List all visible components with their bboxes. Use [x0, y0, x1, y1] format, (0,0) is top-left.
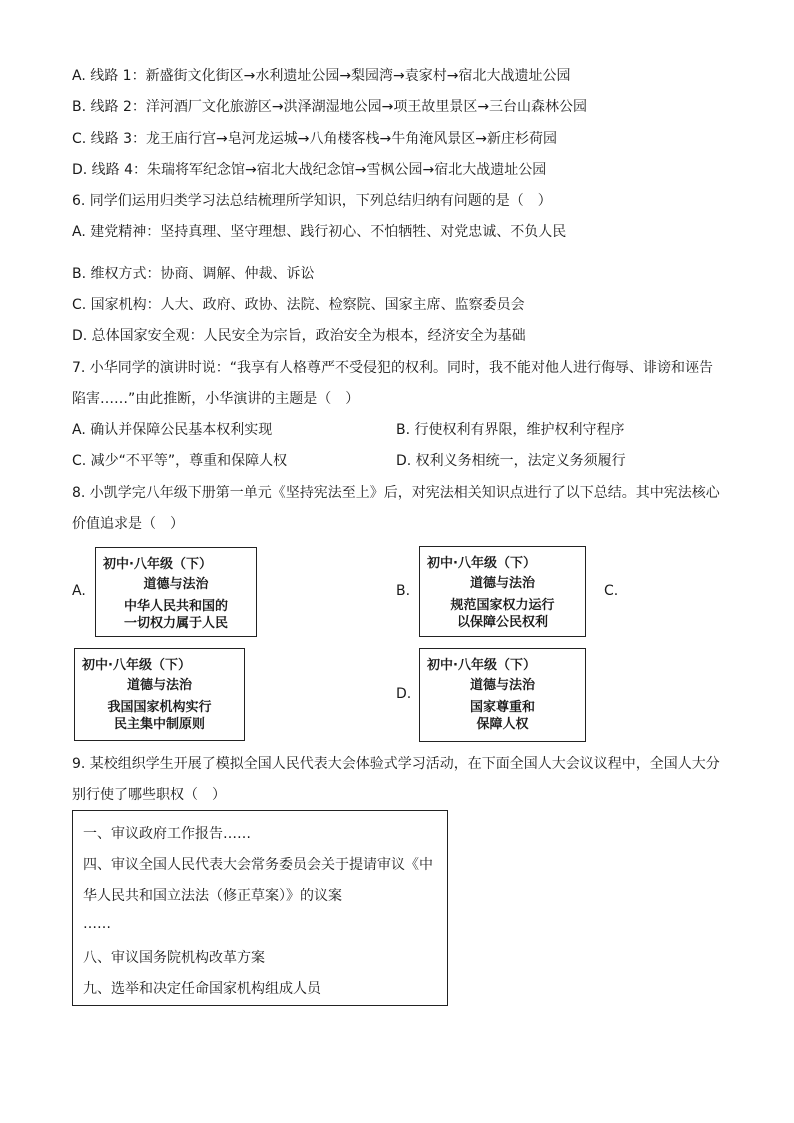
q6-option-d: D. 总体国家安全观：人民安全为宗旨，政治安全为根本，经济安全为基础 [72, 328, 526, 344]
q7-option-b: B. 行使权利有界限，维护权利守程序 [396, 422, 625, 438]
q6-option-a: A. 建党精神：坚持真理、坚守理想、践行初心、不怕牺牲、对党忠诚、不负人民 [72, 224, 567, 240]
q6-stem: 6. 同学们运用归类学习法总结梳理所学知识，下列总结归纳有问题的是（ ） [72, 193, 552, 209]
card-subject: 道德与法治 [469, 678, 535, 693]
q7-stem-line2: 陷害……”由此推断，小华演讲的主题是（ ） [72, 391, 360, 407]
q7-option-c: C. 减少“不平等”，尊重和保障人权 [72, 453, 288, 469]
card-grade: 初中·八年级（下） [427, 658, 536, 673]
card-subject: 道德与法治 [126, 678, 192, 693]
card-text-line2: 一切权力属于人民 [123, 616, 228, 631]
q8-label-b: B. [396, 583, 411, 599]
q8-card-d [419, 648, 586, 742]
q8-label-d: D. [396, 686, 412, 702]
agenda-item: 九、选举和决定任命国家机构组成人员 [83, 981, 321, 997]
card-text-line1: 我国国家机构实行 [107, 700, 212, 715]
card-grade: 初中·八年级（下） [427, 556, 536, 571]
q8-label-c: C. [604, 583, 619, 599]
q8-card-a [95, 547, 257, 637]
q7-stem-line1: 7. 小华同学的演讲时说：“我享有人格尊严不受侵犯的权利。同时，我不能对他人进行侮辱、诽谤和诬告 [72, 360, 714, 376]
q5-option-b: B. 线路 2：洋河酒厂文化旅游区→洪泽湖湿地公园→项王故里景区→三台山森林公园 [72, 99, 588, 115]
card-grade: 初中·八年级（下） [82, 658, 191, 673]
q8-stem-line1: 8. 小凯学完八年级下册第一单元《坚持宪法至上》后，对宪法相关知识点进行了以下总结。其中宪法核心 [72, 485, 720, 501]
card-text-line1: 国家尊重和 [469, 700, 535, 715]
q6-option-b: B. 维权方式：协商、调解、仲裁、诉讼 [72, 266, 315, 282]
q5-option-c: C. 线路 3：龙王庙行宫→皂河龙运城→八角楼客栈→牛角淹风景区→新庄杉荷园 [72, 131, 557, 147]
q6-option-c: C. 国家机构：人大、政府、政协、法院、检察院、国家主席、监察委员会 [72, 297, 525, 313]
q8-card-b [419, 546, 586, 637]
q8-label-a: A. [72, 583, 86, 599]
agenda-item: 华人民共和国立法法（修正草案）》的议案 [83, 888, 342, 904]
card-text-line2: 保障人权 [476, 717, 529, 732]
q5-option-a: A. 线路 1：新盛街文化街区→水利遗址公园→梨园湾→袁家村→宿北大战遗址公园 [72, 68, 571, 84]
q8-stem-line2: 价值追求是（ ） [72, 516, 184, 532]
agenda-box [72, 810, 448, 1006]
agenda-item: 八、审议国务院机构改革方案 [83, 950, 265, 966]
card-grade: 初中·八年级（下） [103, 557, 212, 572]
q5-option-d: D. 线路 4：朱瑞将军纪念馆→宿北大战纪念馆→雪枫公园→宿北大战遗址公园 [72, 162, 547, 178]
q9-stem-line2: 别行使了哪些职权（ ） [72, 787, 226, 803]
q8-card-c [74, 648, 245, 741]
card-text-line1: 中华人民共和国的 [123, 599, 228, 614]
card-text-line2: 以保障公民权利 [456, 615, 548, 630]
card-subject: 道德与法治 [469, 576, 535, 591]
q9-stem-line1: 9. 某校组织学生开展了模拟全国人民代表大会体验式学习活动，在下面全国人大会议议程中，全国人大分 [72, 756, 720, 772]
card-subject: 道德与法治 [143, 577, 209, 592]
card-text-line1: 规范国家权力运行 [450, 598, 555, 613]
agenda-item: …… [83, 916, 111, 932]
q7-option-a: A. 确认并保障公民基本权利实现 [72, 422, 273, 438]
card-text-line2: 民主集中制原则 [113, 717, 205, 732]
agenda-item: 四、审议全国人民代表大会常务委员会关于提请审议《中 [83, 857, 433, 873]
agenda-item: 一、审议政府工作报告…… [83, 826, 251, 842]
q7-option-d: D. 权利义务相统一，法定义务须履行 [396, 453, 626, 469]
